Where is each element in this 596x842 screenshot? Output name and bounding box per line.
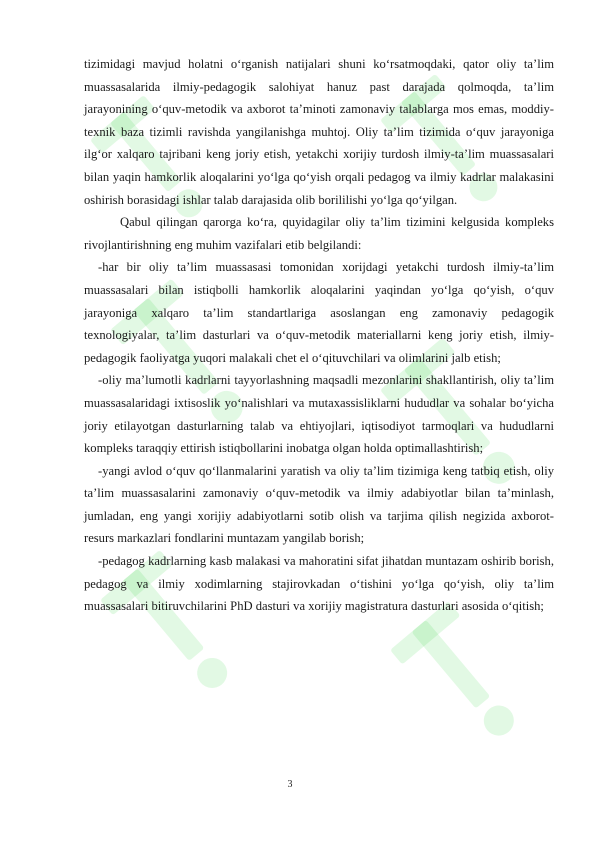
list-item-criteria: -oliy ma’lumotli kadrlarni tayyorlashning maqsadli mezonlarini shakllantirish, oliy ta’lim muassasalaridagi ixtisoslik yo‘nalishlari va mutaxassisliklarni hududlar va sohalar bo‘yicha joriy etilayotgan dasturlarning talab va ehtiyojlari, iqtisodiyot tarmoqlari va hududlarni kompleks taraqqiy ettirish istiqbollarini inobatga olgan holda optimallashtirish; bbox=[84, 373, 554, 456]
page-number: 3 bbox=[287, 779, 293, 790]
body-text bbox=[84, 53, 554, 618]
list-item-qualification: -pedagog kadrlarning kasb malakasi va mahoratini sifat jihatdan muntazam oshirib borish, pedagog va ilmiy xodimlarning stajirovkadan o‘tishini yo‘lga qo‘yish, oliy ta’lim muassasalari bitiruvchilarini PhD dasturi va xorijiy magistratura dasturlari asosida o‘qitish; bbox=[84, 554, 554, 614]
list-item-textbooks: -yangi avlod o‘quv qo‘llanmalarini yaratish va oliy ta’lim tizimiga keng tatbiq etish, oliy ta’lim muassasalarini zamonaviy o‘quv-metodik va ilmiy adabiyotlar bilan ta’minlash, jumladan, eng yangi xorijiy adabiyotlarni sotib olish va tarjima qilish negizida axborot-resurs markazlari fondlarini muntazam yangilab borish; bbox=[84, 463, 554, 546]
paragraph-decision: Qabul qilingan qarorga ko‘ra, quyidagilar oliy ta’lim tizimini kelgusida kompleks rivojlantirishning eng muhim vazifalari etib belgilandi: bbox=[84, 215, 554, 252]
list-item-cooperation: -har bir oliy ta’lim muassasasi tomonidan xorijdagi yetakchi turdosh ilmiy-ta’lim muassasalari bilan istiqbolli hamkorlik aloqalarini yaqindan yo‘lga qo‘yish, o‘quv jarayoniga xalqaro ta’lim standartlariga asoslangan eng zamonaviy pedagogik texnologiyalar, ta’lim dasturlari va o‘quv-metodik materiallarni keng joriy etish, ilmiy-pedagogik faoliyatga yuqori malakali chet el o‘qituvchilari va olimlarini jalb etish; bbox=[84, 260, 554, 365]
watermark-glyph-right-bottom bbox=[390, 601, 538, 756]
paragraph-intro: tizimidagi mavjud holatni o‘rganish natijalari shuni ko‘rsatmoqdaki, qator oliy ta’lim muassasalarida ilmiy-pedagogik salohiyat hanuz past darajada qolmoqda, ta’lim jarayonining o‘quv-metodik va axborot ta’minoti zamonaviy talablarga mos emas, moddiy-texnik baza tizimli ravishda yangilanishga muhtoj. Oliy ta’lim tizimida o‘quv jarayoniga ilg‘or xalqaro tajribani keng joriy etish, yetakchi xorijiy turdosh ilmiy-ta’lim muassasalari bilan yaqin hamkorlik aloqalarini yo‘lga qo‘yish orqali pedagog va ilmiy kadrlar malakasini oshirish borasidagi ishlar talab darajasida olib borililishi yo‘lga qo‘yilgan. bbox=[84, 57, 554, 207]
